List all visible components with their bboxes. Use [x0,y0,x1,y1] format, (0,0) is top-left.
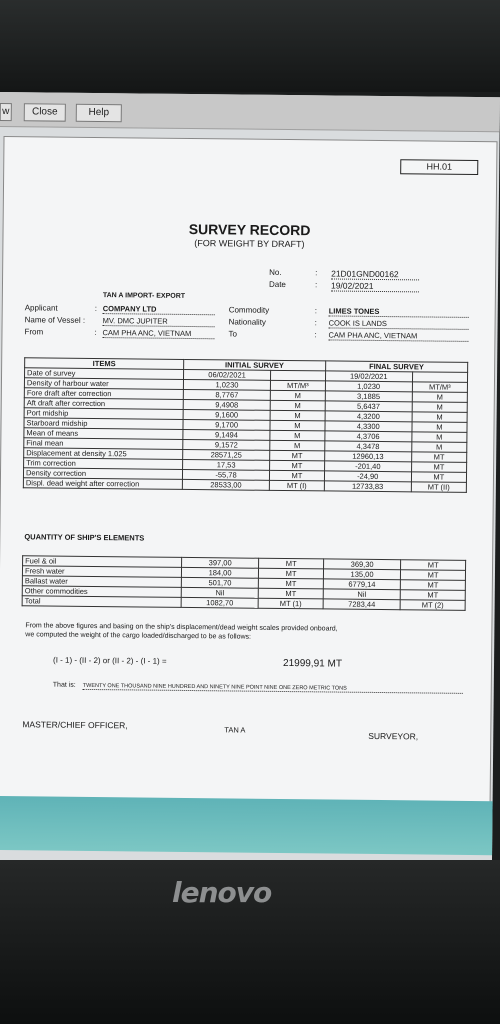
final-value: 1,0230 [325,381,412,392]
initial-value: 28533,00 [182,479,269,490]
no-label: No. [269,267,282,277]
commodity-value: LIMES TONES [329,306,469,317]
applicant-label: Applicant [24,303,58,313]
help-button[interactable]: Help [76,104,122,122]
statement-line-2: we computed the weight of the cargo loaded/discharged to be as follows: [25,631,252,641]
final-value: -201,40 [324,461,411,472]
document-subtitle: (FOR WEIGHT BY DRAFT) [194,238,305,250]
final-unit: M [412,402,467,413]
initial-value: Nil [181,587,258,598]
final-value: 4,3200 [325,411,412,422]
final-value: 135,00 [323,569,400,580]
initial-unit: M [270,420,325,431]
final-value: 3,1885 [325,391,412,402]
initial-unit: MT (I) [269,480,324,491]
item-label: Displacement at density 1.025 [24,448,183,460]
to-value: CAM PHA ANC, VIETNAM [328,330,468,341]
initial-survey-header: INITIAL SURVEY [184,359,326,370]
item-label: Final mean [24,438,183,450]
initial-unit: MT [259,568,324,579]
colon: : [314,280,318,290]
initial-unit: MT (1) [258,598,323,609]
item-label: Other commodities [22,586,181,598]
item-label: Fuel & oil [23,556,182,568]
final-unit: M [412,412,467,423]
final-unit: MT/M³ [412,382,467,393]
initial-value: 9,1700 [183,419,270,430]
final-unit: MT [401,560,466,571]
ship-elements-heading: QUANTITY OF SHIP'S ELEMENTS [24,532,145,543]
nationality-label: Nationality [228,317,267,327]
initial-value: 1082,70 [181,597,258,608]
item-label: Fresh water [22,566,181,578]
final-value: 19/02/2021 [325,371,412,382]
colon: : [94,304,98,314]
colon: : [314,330,317,340]
lenovo-logo: lenovo [172,876,272,909]
nationality-value: COOK IS LANDS [329,318,469,329]
item-label: Displ. dead weight after correction [23,478,182,490]
final-unit: M [412,432,467,443]
initial-unit: M [270,430,325,441]
final-survey-header: FINAL SURVEY [325,361,467,372]
initial-unit: MT [258,588,323,599]
initial-value: 184,00 [181,567,258,578]
form-code: HH.01 [400,159,478,175]
item-label: Aft draft after correction [24,398,183,410]
final-value: 7283,44 [323,599,400,610]
final-unit: MT [400,590,465,601]
initial-unit: M [270,390,325,401]
item-label: Mean of means [24,428,183,440]
colon: : [314,318,317,328]
initial-value: 397,00 [182,557,259,568]
final-unit: M [412,442,467,453]
final-value: 12733,83 [324,481,411,492]
final-value: 369,30 [324,559,401,570]
initial-unit: M [270,400,325,411]
items-header: ITEMS [25,358,184,370]
final-value: 5,6437 [325,401,412,412]
final-unit: MT [411,452,466,463]
final-value: Nil [323,589,400,600]
toolbar-left-button[interactable]: w [0,103,12,121]
initial-unit: MT [259,578,324,589]
initial-unit: MT [259,558,324,569]
final-value: 4,3300 [325,421,412,432]
initial-unit: MT [270,460,325,471]
date-value: 19/02/2021 [331,280,419,292]
final-value: -24,90 [324,471,411,482]
vessel-value: MV. DMC JUPITER [103,316,215,327]
document-page [0,136,498,803]
monitor-bezel-top [0,0,500,92]
initial-unit: MT [270,470,325,481]
item-label: Density correction [23,468,182,480]
final-unit: MT (2) [400,600,465,611]
final-unit [412,372,467,383]
ship-elements-table [22,555,467,611]
middle-signature-label: TAN A [224,725,246,735]
final-value: 4,3706 [325,431,412,442]
to-label: To [228,329,237,339]
that-is-label: That is: [52,681,76,689]
final-unit: M [412,392,467,403]
initial-value: 501,70 [181,577,258,588]
item-label: Trim correction [24,458,183,470]
commodity-label: Commodity [228,305,270,315]
initial-value: 8,7767 [183,389,270,400]
final-unit: MT [411,472,466,483]
item-label: Starboard midship [24,418,183,430]
item-label: Density of harbour water [24,378,183,390]
initial-value: -55,78 [182,469,269,480]
initial-value: 9,1494 [183,429,270,440]
from-value: CAM PHA ANC, VIETNAM [102,328,214,339]
initial-value: 9,1572 [183,439,270,450]
close-button[interactable]: Close [24,103,66,121]
initial-unit: MT [270,450,325,461]
colon: : [315,268,318,278]
from-label: From [24,327,44,337]
taskbar [0,796,493,855]
master-signature-label: MASTER/CHIEF OFFICER, [22,719,128,731]
result-value: 21999,91 MT [282,657,343,670]
initial-value: 28571,25 [183,449,270,460]
screen [0,92,500,867]
initial-unit: M [270,410,325,421]
no-value: 21D01GND00162 [331,268,419,280]
final-unit: MT [411,462,466,473]
initial-unit: MT/M³ [270,380,325,391]
document-title: SURVEY RECORD [188,220,311,239]
initial-value: 9,1600 [183,409,270,420]
item-label: Ballast water [22,576,181,588]
initial-value: 1,0230 [183,379,270,390]
final-unit: MT [401,570,466,581]
final-unit: MT [400,580,465,591]
final-unit: M [412,422,467,433]
initial-unit [271,370,326,381]
initial-value: 9,4908 [183,399,270,410]
survey-items-table [23,357,468,493]
item-label: Date of survey [25,368,184,380]
initial-value: 06/02/2021 [184,369,271,380]
item-label: Total [22,596,181,608]
vessel-label: Name of Vessel : [24,315,86,325]
that-is-value: TWENTY ONE THOUSAND NINE HUNDRED AND NINETY NINE POINT NINE ONE ZERO METRIC TONS [83,683,463,694]
date-label: Date [268,279,286,290]
colon: : [94,328,97,338]
statement-line-1: From the above figures and basing on the ship's displacement/dead weight scales provided onboard, [25,622,338,633]
toolbar [0,92,500,132]
colon: : [314,306,318,316]
final-value: 6779,14 [323,579,400,590]
applicant-value: COMPANY LTD [103,304,215,315]
final-value: 4,3478 [324,441,411,452]
item-label: Port midship [24,408,183,420]
final-value: 12960,13 [324,451,411,462]
final-unit: MT (II) [411,482,466,493]
initial-value: 17,53 [183,459,270,470]
formula: (I - 1) - (II - 2) or (II - 2) - (I - 1) = [53,655,167,666]
applicant-company: TAN A IMPORT- EXPORT [102,292,186,300]
initial-unit: M [270,440,325,451]
surveyor-signature-label: SURVEYOR, [368,730,419,742]
item-label: Fore draft after correction [24,388,183,400]
